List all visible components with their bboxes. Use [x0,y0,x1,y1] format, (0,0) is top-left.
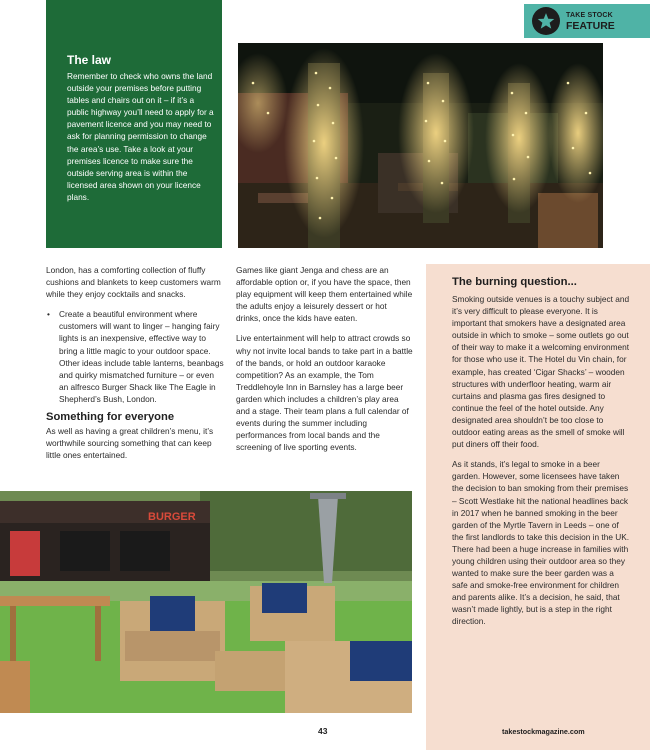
star-icon [532,7,560,35]
col2-paragraph-2: Live entertainment will help to attract crowds so why not invite local bands to take part in a battle of the bands, or hold an outdoor karaoke competition? As an example, the Tom Treddlehoyle Inn in Barnsley has a large beer garden which includes a children’s play area and a stage. Their team plans a full calendar of events during the summer including performances from local bands and the screening of live sporting events. [236,333,413,453]
law-box [46,0,222,248]
law-title: The law [67,53,112,67]
page-number: 43 [318,726,328,736]
column-1 [46,264,224,461]
fairy-lights-photo [238,43,603,248]
col1-paragraph-2: As well as having a great children’s menu, it’s worthwhile sourcing something that can keep little ones entertained. [46,426,214,461]
bullet-item [46,308,224,405]
sidebar-paragraph-2: As it stands, it’s legal to smoke in a beer garden. However, some licensees have taken the decision to ban smoking from their premises – Scott Westlake hit the national headlines back in 2017 when he banned smoking in the beer garden of the Myrtle Tavern in Leeds – one of the first landlords to take this decision in the UK. There had been a huge increase in families with young children using their outdoor area so they wanted to make sure the beer garden was a safe and smoke-free environment for children and parents alike. It’s a decision, he said, that wasn’t made lightly, but is a step in the right direction. [452,459,630,627]
section-heading: Something for everyone [46,411,175,424]
beer-garden-photo [0,491,412,713]
col2-paragraph-1: Games like giant Jenga and chess are an affordable option or, if you have the space, then play equipment will keep them entertained while the adults enjoy a leisurely dessert or hot drinks, once the kids have eaten. [236,265,413,324]
burning-question-sidebar [426,264,650,750]
bullet-text: Create a beautiful environment where customers will want to linger – hanging fairy lights is an inexpensive, effective way to bring a little magic to your outdoor space. Other ideas include table lanterns, beanbags and quirky mismatched furniture – or even an alfresco Burger Shack like The Eagle in Shepherd’s Bush, London. [59,309,224,404]
burger-sign: BURGER [148,511,196,523]
feature-badge [524,4,650,38]
website-link[interactable]: takestockmagazine.com [502,727,585,736]
column-2 [236,264,413,453]
badge-line1: TAKE STOCK [566,12,613,19]
sidebar-title: The burning question... [452,276,577,288]
col1-paragraph-1: London, has a comforting collection of fluffy cushions and blankets to keep customers warm while they enjoy cocktails and snacks. [46,265,221,300]
bullet-dot: • [47,309,50,320]
sidebar-paragraph-1: Smoking outside venues is a touchy subject and it’s very difficult to please everyone. It is important that smokers have a designated area outside in which to smoke – some outlets go out of their way to make it a welcoming environment for those who use it. The Hotel du Vin chain, for example, has created ‘Cigar Shacks’ – wooden structures with underfloor heating, warm air curtains and plasma gas fires designed to continue the feel of the hotel outside. Any designated area shouldn’t be too close to outdoor eating areas as the smell of smoke will put diners off their food. [452,294,630,450]
law-body: Remember to check who owns the land outside your premises before putting tables and chairs out on it – if it’s a public highway you’ll need to apply for a pavement licence and you may need to ask for planning permission to change the area’s use. Take a look at your premises licence to make sure the outside serving area is within the licensed area shown on your licence plans. [67,71,214,202]
badge-line2: FEATURE [566,20,615,32]
sidebar-body [452,293,630,628]
